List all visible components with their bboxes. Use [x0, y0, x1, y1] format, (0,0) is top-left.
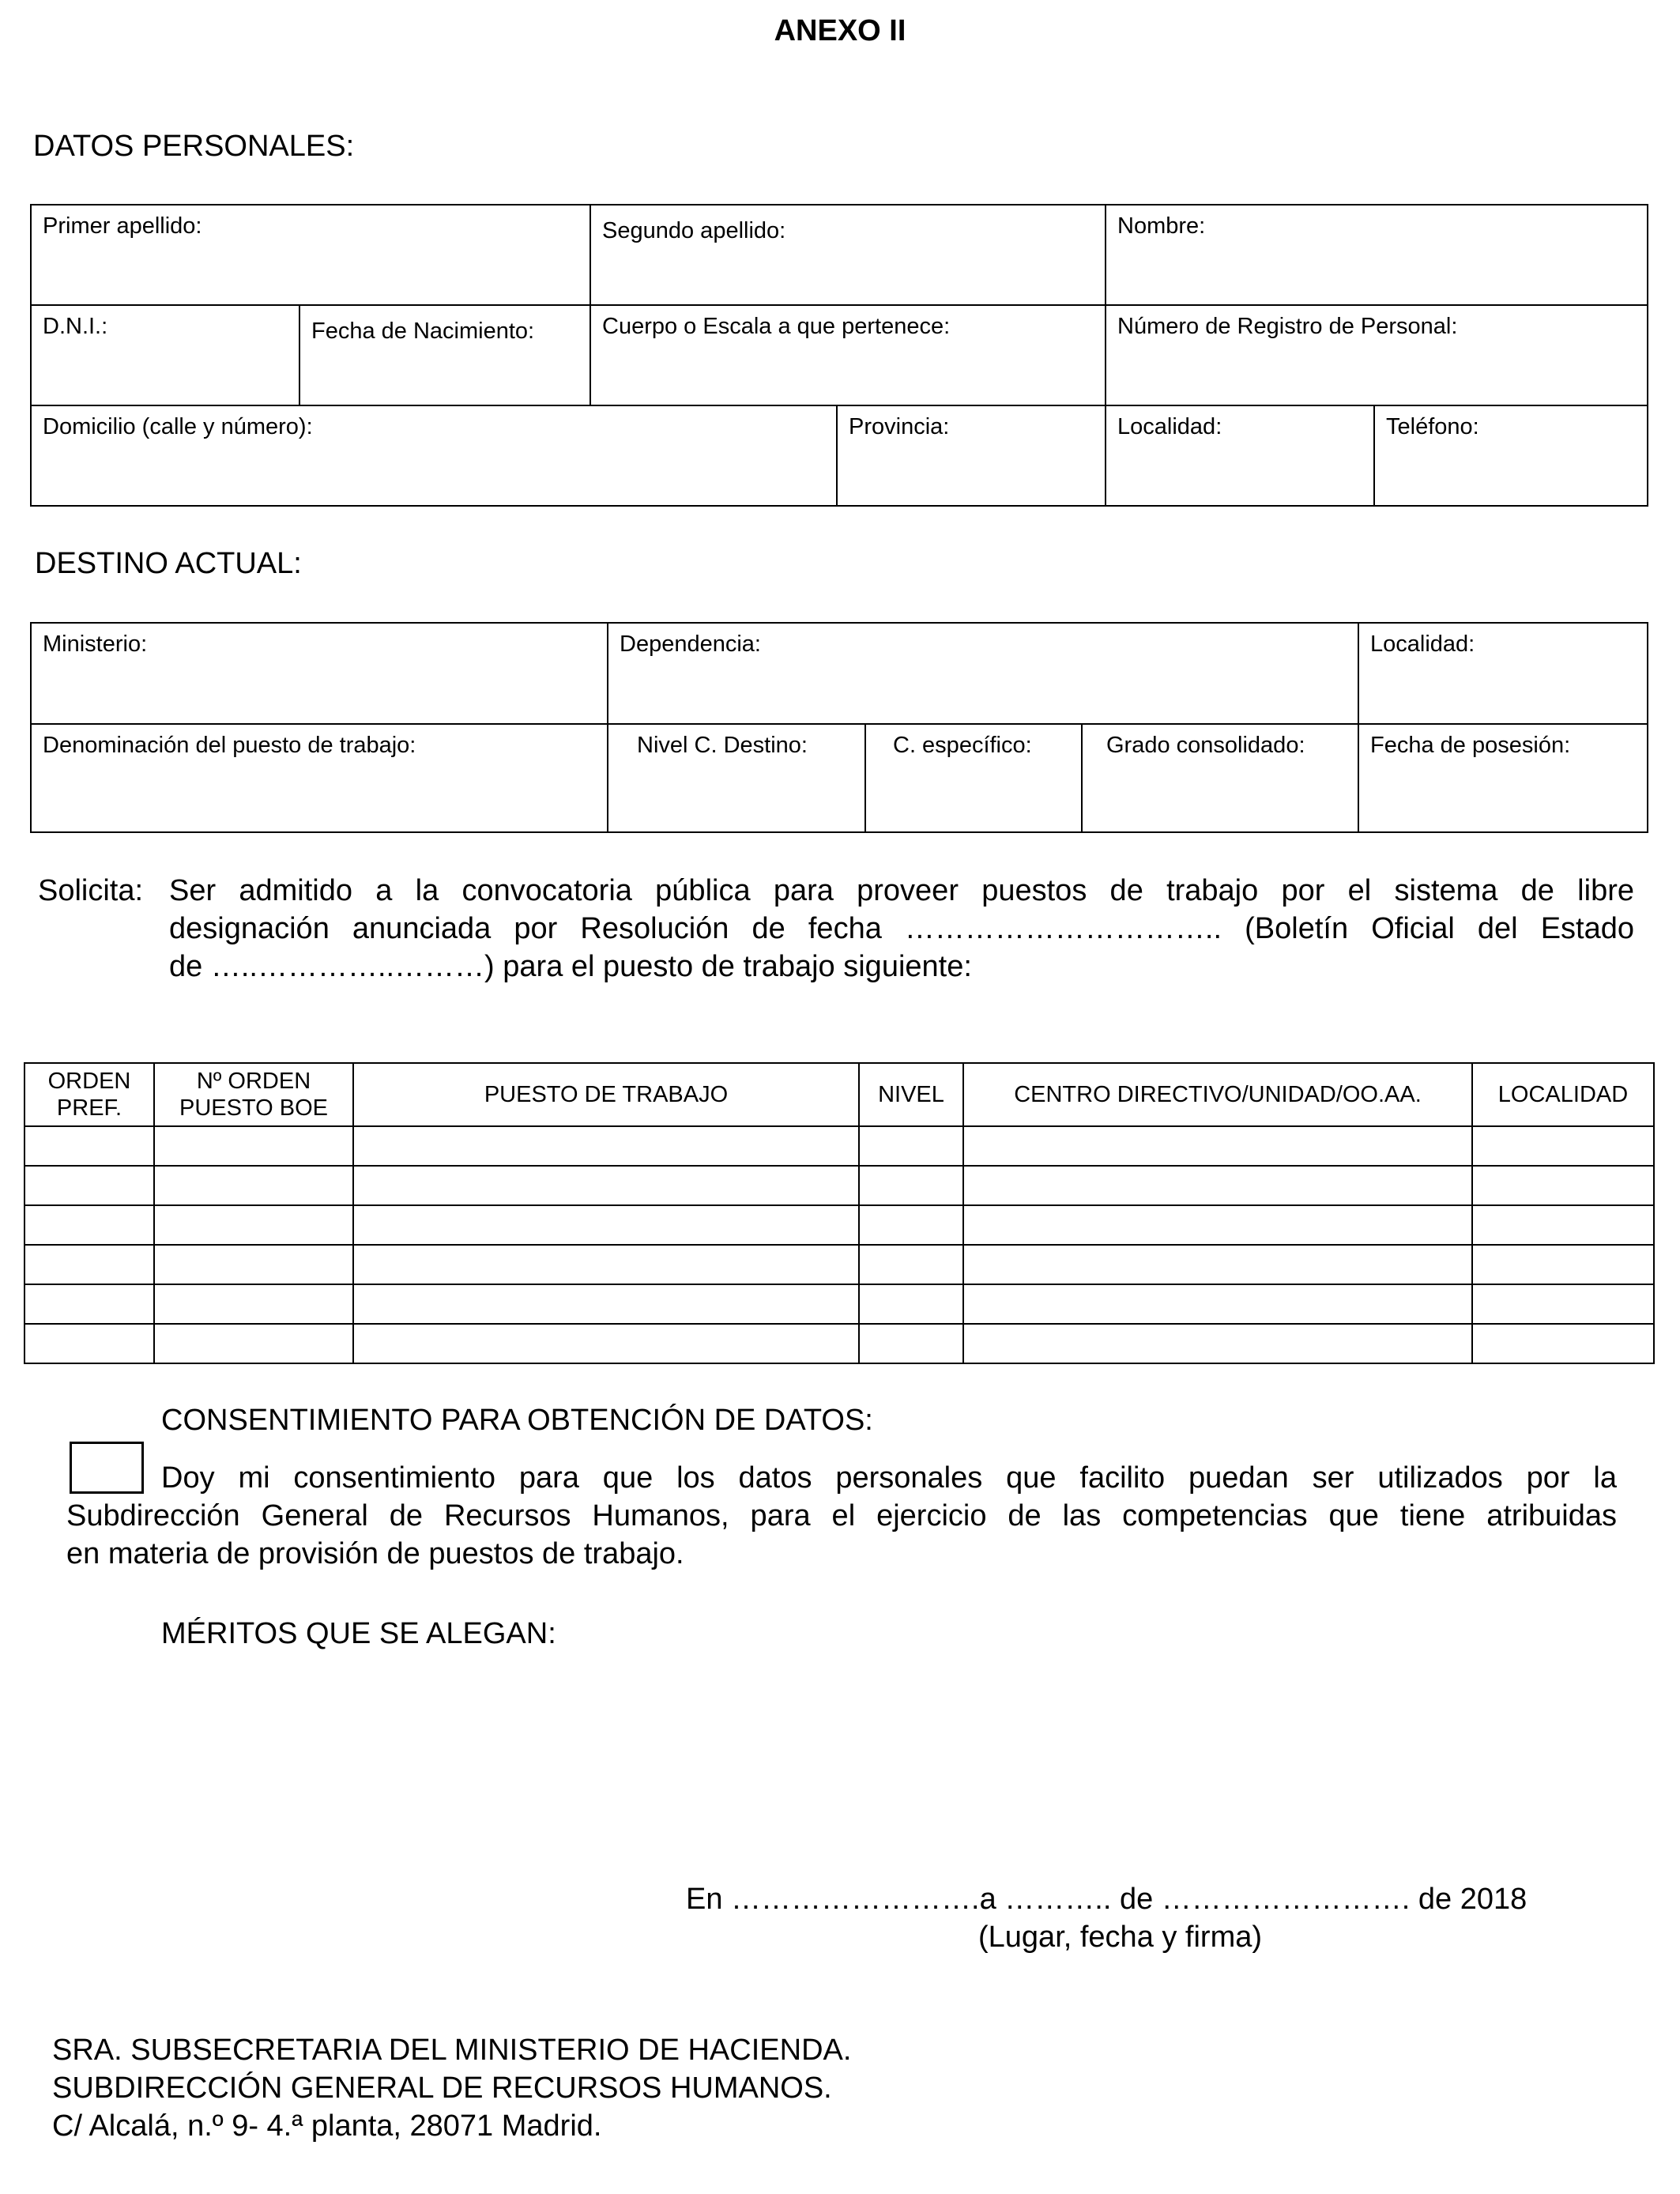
- puestos-table: [24, 1062, 1655, 1364]
- signature-caption: (Lugar, fecha y firma): [978, 1921, 1263, 1954]
- cell-boe[interactable]: [154, 1245, 353, 1284]
- table-row: [24, 1324, 1654, 1363]
- table-row: [24, 1205, 1654, 1245]
- cell-centro[interactable]: [963, 1205, 1472, 1245]
- segundo-apellido-field[interactable]: [590, 205, 1106, 305]
- cell-localidad[interactable]: [1472, 1126, 1654, 1166]
- table-row: [24, 1245, 1654, 1284]
- cell-nivel[interactable]: [859, 1126, 963, 1166]
- cell-puesto[interactable]: [353, 1126, 859, 1166]
- nivel-destino-field[interactable]: [608, 724, 865, 832]
- telefono-label: Teléfono:: [1386, 414, 1479, 439]
- solicita-line-3: de …..…………..………) para el puesto de trabajo siguiente:: [169, 950, 972, 983]
- cell-orden[interactable]: [24, 1284, 154, 1324]
- nrp-field[interactable]: [1106, 305, 1648, 405]
- table-row: [24, 1166, 1654, 1205]
- nombre-field[interactable]: [1106, 205, 1648, 305]
- personal-data-heading: DATOS PERSONALES:: [33, 130, 355, 163]
- solicita-line-2: designación anunciada por Resolución de fecha ………………………….. (Boletín Oficial del Estado: [169, 912, 1634, 945]
- puesto-trabajo-header: PUESTO DE TRABAJO: [353, 1063, 859, 1126]
- destino-localidad-field[interactable]: [1358, 623, 1648, 724]
- grado-consolidado-label: Grado consolidado:: [1106, 733, 1305, 758]
- primer-apellido-field[interactable]: [31, 205, 590, 305]
- cell-centro[interactable]: [963, 1245, 1472, 1284]
- consentimiento-text: [66, 1459, 1617, 1573]
- dni-field[interactable]: [31, 305, 299, 405]
- telefono-field[interactable]: [1374, 405, 1648, 506]
- cell-boe[interactable]: [154, 1126, 353, 1166]
- cell-orden[interactable]: [24, 1166, 154, 1205]
- cell-nivel[interactable]: [859, 1284, 963, 1324]
- consentimiento-line-2: Subdirección General de Recursos Humanos, para el ejercicio de las competencias que tiene atribuidas: [66, 1499, 1617, 1532]
- cell-orden[interactable]: [24, 1205, 154, 1245]
- recipient-line-2: SUBDIRECCIÓN GENERAL DE RECURSOS HUMANOS.: [52, 2071, 832, 2105]
- meritos-heading: MÉRITOS QUE SE ALEGAN:: [161, 1617, 556, 1650]
- dependencia-field[interactable]: [608, 623, 1358, 724]
- cell-puesto[interactable]: [353, 1166, 859, 1205]
- table-row: [24, 1284, 1654, 1324]
- recipient-line-3: C/ Alcalá, n.º 9- 4.ª planta, 28071 Madrid.: [52, 2109, 602, 2143]
- orden-pref-header: ORDEN PREF.: [24, 1063, 154, 1126]
- solicita-line-1: Ser admitido a la convocatoria pública para proveer puestos de trabajo por el sistema de libre: [169, 874, 1634, 907]
- cell-nivel[interactable]: [859, 1205, 963, 1245]
- cell-boe[interactable]: [154, 1205, 353, 1245]
- dependencia-label: Dependencia:: [620, 631, 761, 657]
- domicilio-field[interactable]: [31, 405, 837, 506]
- nombre-label: Nombre:: [1117, 213, 1206, 239]
- grado-consolidado-field[interactable]: [1082, 724, 1358, 832]
- segundo-apellido-label: Segundo apellido:: [602, 218, 786, 243]
- domicilio-label: Domicilio (calle y número):: [43, 414, 313, 439]
- cell-localidad[interactable]: [1472, 1284, 1654, 1324]
- orden-boe-header: Nº ORDEN PUESTO BOE: [154, 1063, 353, 1126]
- cell-puesto[interactable]: [353, 1284, 859, 1324]
- dni-label: D.N.I.:: [43, 314, 108, 339]
- centro-directivo-header: CENTRO DIRECTIVO/UNIDAD/OO.AA.: [963, 1063, 1472, 1126]
- cell-orden[interactable]: [24, 1324, 154, 1363]
- nivel-destino-label: Nivel C. Destino:: [637, 733, 808, 758]
- nivel-header: NIVEL: [859, 1063, 963, 1126]
- destino-actual-heading: DESTINO ACTUAL:: [35, 547, 302, 580]
- cell-centro[interactable]: [963, 1166, 1472, 1205]
- personal-data-table: [30, 204, 1648, 507]
- primer-apellido-label: Primer apellido:: [43, 213, 202, 239]
- consentimiento-heading: CONSENTIMIENTO PARA OBTENCIÓN DE DATOS:: [161, 1404, 873, 1437]
- complemento-especifico-field[interactable]: [865, 724, 1082, 832]
- solicita-label: Solicita:: [38, 874, 144, 907]
- cell-nivel[interactable]: [859, 1166, 963, 1205]
- table-row: [24, 1126, 1654, 1166]
- cell-localidad[interactable]: [1472, 1205, 1654, 1245]
- cell-centro[interactable]: [963, 1324, 1472, 1363]
- cell-puesto[interactable]: [353, 1205, 859, 1245]
- cell-localidad[interactable]: [1472, 1324, 1654, 1363]
- cell-localidad[interactable]: [1472, 1166, 1654, 1205]
- cell-centro[interactable]: [963, 1284, 1472, 1324]
- cell-boe[interactable]: [154, 1324, 353, 1363]
- cell-localidad[interactable]: [1472, 1245, 1654, 1284]
- localidad-field[interactable]: [1106, 405, 1374, 506]
- denominacion-label: Denominación del puesto de trabajo:: [43, 733, 416, 758]
- destino-localidad-label: Localidad:: [1370, 631, 1475, 657]
- solicita-text: [169, 872, 1634, 986]
- cuerpo-escala-field[interactable]: [590, 305, 1106, 405]
- denominacion-field[interactable]: [31, 724, 608, 832]
- puestos-header-row: [24, 1063, 1654, 1126]
- ministerio-label: Ministerio:: [43, 631, 148, 657]
- fecha-posesion-field[interactable]: [1358, 724, 1648, 832]
- consentimiento-line-3: en materia de provisión de puestos de trabajo.: [66, 1537, 684, 1570]
- consentimiento-line-1: Doy mi consentimiento para que los datos personales que facilito puedan ser utilizados por la: [161, 1461, 1617, 1495]
- ministerio-field[interactable]: [31, 623, 608, 724]
- cell-orden[interactable]: [24, 1245, 154, 1284]
- recipient-address: [52, 2031, 851, 2145]
- cell-puesto[interactable]: [353, 1245, 859, 1284]
- cell-orden[interactable]: [24, 1126, 154, 1166]
- cuerpo-escala-label: Cuerpo o Escala a que pertenece:: [602, 314, 951, 339]
- localidad-header: LOCALIDAD: [1472, 1063, 1654, 1126]
- document-title: ANEXO II: [774, 14, 906, 47]
- destino-actual-table: [30, 622, 1648, 833]
- fecha-nacimiento-label: Fecha de Nacimiento:: [311, 319, 535, 344]
- cell-nivel[interactable]: [859, 1324, 963, 1363]
- complemento-especifico-label: C. específico:: [893, 733, 1032, 758]
- signature-line: En …………………….a ……….. de ……………………. de 2018: [686, 1883, 1527, 1916]
- localidad-label: Localidad:: [1117, 414, 1222, 439]
- fecha-nacimiento-field[interactable]: [299, 305, 590, 405]
- provincia-field[interactable]: [837, 405, 1106, 506]
- cell-boe[interactable]: [154, 1284, 353, 1324]
- provincia-label: Provincia:: [849, 414, 950, 439]
- fecha-posesion-label: Fecha de posesión:: [1370, 733, 1571, 758]
- nrp-label: Número de Registro de Personal:: [1117, 314, 1458, 339]
- recipient-line-1: SRA. SUBSECRETARIA DEL MINISTERIO DE HACIENDA.: [52, 2034, 852, 2067]
- cell-nivel[interactable]: [859, 1245, 963, 1284]
- cell-puesto[interactable]: [353, 1324, 859, 1363]
- cell-boe[interactable]: [154, 1166, 353, 1205]
- cell-centro[interactable]: [963, 1126, 1472, 1166]
